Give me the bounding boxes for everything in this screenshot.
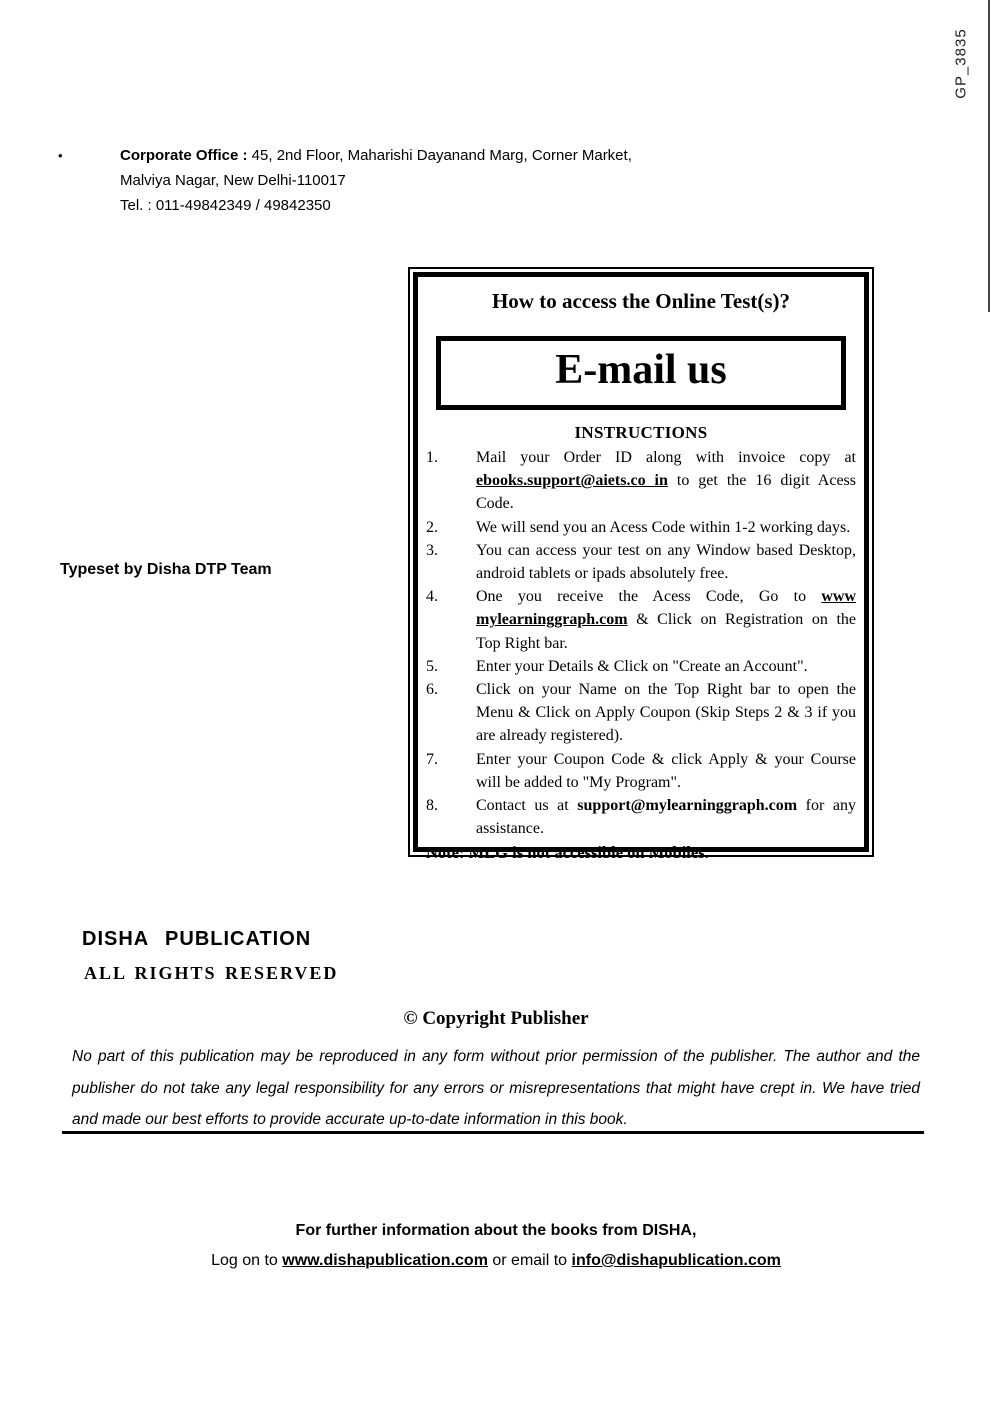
footer-links-line [0, 1252, 992, 1270]
corporate-office-address: 45, 2nd Floor, Maharishi Dayanand Marg, Corner Market, [247, 147, 632, 164]
instructions-heading: INSTRUCTIONS [574, 423, 708, 442]
instruction-number: 7. [426, 750, 438, 768]
instruction-text-pre: Contact us at [476, 797, 578, 815]
disclaimer-text: No part of this publication may be reproduced in any form without prior permission of the publisher. The author and the publisher do not take any legal responsibility for any errors or misrepresentations that might have crept in. We have tried and made our best efforts to provide accurate up-to-date information in this book. [72, 1048, 920, 1128]
instruction-text: Enter your Coupon Code & click Apply & your Course will be added to "My Program". [476, 750, 856, 791]
access-box-title: How to access the Online Test(s)? [491, 289, 791, 313]
instruction-item [426, 794, 856, 840]
instruction-number: 2. [426, 518, 438, 536]
instruction-text-pre: One you receive the Acess Code, Go to [476, 588, 822, 606]
footer-info-line: For further information about the books from DISHA, [295, 1222, 697, 1239]
mobile-note: Note: MLG is not accessible on Mobiles. [426, 843, 709, 863]
support-email-link[interactable]: ebooks.support@aiets.co in [476, 472, 668, 490]
corporate-office-block [58, 143, 632, 218]
corporate-office-line1 [120, 143, 632, 168]
instruction-text [476, 446, 856, 516]
corporate-office-text [120, 143, 632, 218]
instruction-text-post: & Click on Registration on the Top Right bar. [476, 611, 856, 652]
instruction-item [426, 748, 856, 794]
footer-logon-prefix: Log on to [211, 1252, 283, 1269]
typeset-credit: Typeset by Disha DTP Team [60, 561, 272, 578]
instruction-item [426, 539, 856, 585]
instruction-text: We will send you an Acess Code within 1-2 working days. [476, 518, 851, 536]
instruction-item [426, 655, 856, 678]
dishapublication-website-link[interactable]: www.dishapublication.com [282, 1252, 488, 1269]
corporate-office-line2: Malviya Nagar, New Delhi-110017 [120, 172, 346, 189]
print-code: GP_3835 [952, 28, 970, 99]
instruction-text-post: to get the 16 digit Acess Code. [476, 472, 856, 513]
instruction-text: Enter your Details & Click on "Create an Account". [476, 657, 808, 675]
instruction-item [426, 516, 856, 539]
instruction-text: You can access your test on any Window based Desktop, android tablets or ipads absolutely free. [476, 541, 856, 583]
page-edge-line [988, 0, 990, 312]
footer-middle-text: or email to [487, 1252, 572, 1269]
instruction-number: 6. [426, 681, 438, 699]
dishapublication-email-link[interactable]: info@dishapublication.com [571, 1252, 781, 1269]
instruction-text-pre: Mail your Order ID along with invoice copy at [476, 449, 856, 466]
email-us-banner: E-mail us [436, 336, 846, 410]
online-test-access-box [408, 267, 874, 863]
instruction-number: 3. [426, 541, 438, 559]
instruction-item [426, 585, 856, 655]
instruction-text: Click on your Name on the Top Right bar to open the Menu & Click on Apply Coupon (Skip Steps 2 & 3 if you are already registered). [476, 681, 856, 745]
mlg-support-email[interactable]: support@mylearninggraph.com [577, 797, 798, 815]
instruction-text-post: for any assistance. [476, 797, 856, 838]
online-test-access-box-inner [413, 272, 869, 863]
instruction-number: 8. [426, 797, 438, 815]
instruction-number: 4. [426, 588, 438, 606]
instruction-text [476, 585, 856, 655]
divider-rule [62, 1131, 924, 1134]
instructions-list [426, 446, 856, 840]
rights-reserved: ALL RIGHTS RESERVED [84, 963, 339, 983]
bullet-icon: • [58, 148, 63, 163]
instruction-item [426, 678, 856, 748]
instruction-text [476, 794, 856, 840]
instruction-number: 5. [426, 657, 438, 675]
corporate-office-label: Corporate Office : [120, 147, 248, 164]
instruction-number: 1. [426, 449, 438, 466]
corporate-office-phone: Tel. : 011-49842349 / 49842350 [120, 197, 331, 214]
copyright-line: © Copyright Publisher [403, 1008, 589, 1029]
publisher-name: DISHA PUBLICATION [82, 928, 312, 950]
mylearninggraph-link[interactable]: www mylearninggraph.com [476, 588, 856, 629]
instruction-item [426, 446, 856, 516]
